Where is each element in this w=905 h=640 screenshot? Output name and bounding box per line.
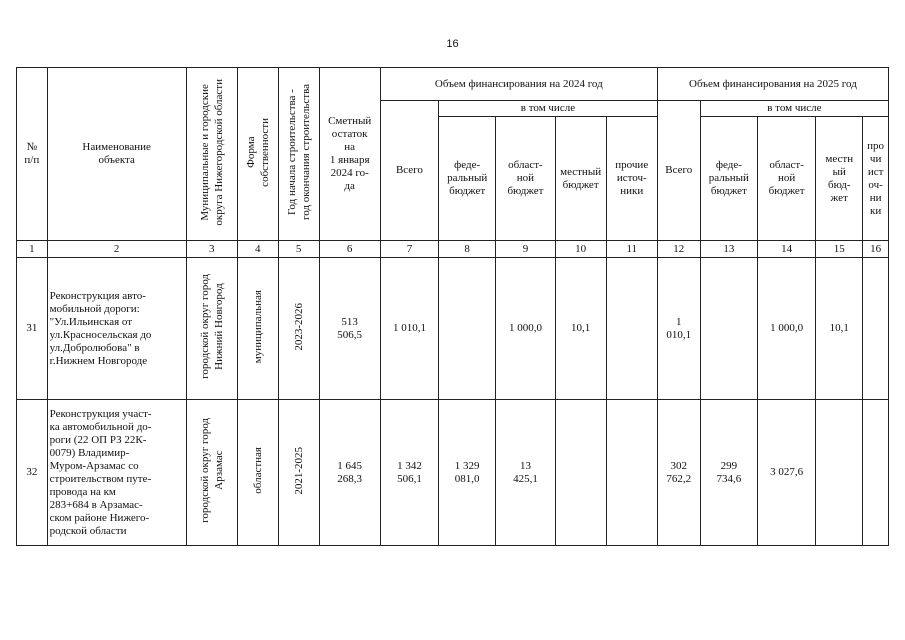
oth-2024	[606, 400, 657, 546]
total-2025: 1 010,1	[657, 258, 700, 400]
column-number: 16	[863, 241, 889, 258]
fed-2025	[700, 258, 757, 400]
municipality: городской округ город Арзамас	[186, 400, 237, 546]
column-number: 6	[319, 241, 380, 258]
header-total-2024: Всего	[380, 101, 438, 241]
loc-2025	[816, 400, 863, 546]
page-number: 16	[446, 38, 459, 50]
column-number: 2	[47, 241, 186, 258]
object-name: Реконструкция участ- ка автомобильной до- роги (22 ОП РЗ 22К- 0079) Владимир- Муром-Арзамас со строительством путе- провода на км 283+684 в Арзамас- ском районе Нижего- родской области	[47, 400, 186, 546]
table-row	[17, 258, 889, 400]
header-fed-2025: феде- ральный бюджет	[700, 117, 757, 241]
object-name: Реконструкция авто- мобильной дороги: "Ул.Ильинская от ул.Красносельская до ул.Добролюбова" в г.Нижнем Новгороде	[47, 258, 186, 400]
column-number: 14	[757, 241, 815, 258]
header-reg-2025: област- ной бюджет	[757, 117, 815, 241]
loc-2024	[555, 400, 606, 546]
fed-2024	[439, 258, 496, 400]
column-number-row	[17, 241, 889, 258]
column-number: 4	[237, 241, 278, 258]
financing-table	[16, 67, 889, 546]
header-loc-2025: местн ый бюд- жет	[816, 117, 863, 241]
reg-2024: 13 425,1	[496, 400, 555, 546]
column-number: 1	[17, 241, 48, 258]
row-num: 31	[17, 258, 48, 400]
header-ownership: Форма собственности	[237, 68, 278, 241]
header-reg-2024: област- ной бюджет	[496, 117, 555, 241]
header-estimate: Сметный остаток на 1 января 2024 го- да	[319, 68, 380, 241]
fed-2025: 299 734,6	[700, 400, 757, 546]
header-municipality: Муниципальные и городские округа Нижегородской области	[186, 68, 237, 241]
reg-2025: 3 027,6	[757, 400, 815, 546]
oth-2025	[863, 400, 889, 546]
column-number: 12	[657, 241, 700, 258]
header-fin-2024: Объем финансирования на 2024 год	[380, 68, 657, 101]
ownership: областная	[237, 400, 278, 546]
column-number: 5	[278, 241, 319, 258]
column-number: 11	[606, 241, 657, 258]
header-num: № п/п	[17, 68, 48, 241]
column-number: 9	[496, 241, 555, 258]
reg-2025: 1 000,0	[757, 258, 815, 400]
header-fed-2024: феде- ральный бюджет	[439, 117, 496, 241]
oth-2024	[606, 258, 657, 400]
column-number: 10	[555, 241, 606, 258]
oth-2025	[863, 258, 889, 400]
column-number: 7	[380, 241, 438, 258]
header-row-1	[17, 68, 889, 101]
column-number: 8	[439, 241, 496, 258]
row-num: 32	[17, 400, 48, 546]
column-number: 3	[186, 241, 237, 258]
years: 2023-2026	[278, 258, 319, 400]
column-number: 13	[700, 241, 757, 258]
header-incl-2024: в том числе	[439, 101, 658, 117]
header-loc-2024: местный бюджет	[555, 117, 606, 241]
loc-2025: 10,1	[816, 258, 863, 400]
estimate: 513 506,5	[319, 258, 380, 400]
table-row	[17, 400, 889, 546]
loc-2024: 10,1	[555, 258, 606, 400]
ownership: муниципальная	[237, 258, 278, 400]
header-fin-2025: Объем финансирования на 2025 год	[657, 68, 888, 101]
header-oth-2024: прочие источ- ники	[606, 117, 657, 241]
reg-2024: 1 000,0	[496, 258, 555, 400]
header-oth-2025: про чи ист оч- ни ки	[863, 117, 889, 241]
total-2024: 1 342 506,1	[380, 400, 438, 546]
years: 2021-2025	[278, 400, 319, 546]
header-incl-2025: в том числе	[700, 101, 888, 117]
header-total-2025: Всего	[657, 101, 700, 241]
fed-2024: 1 329 081,0	[439, 400, 496, 546]
header-years: Год начала строительства - год окончания строительства	[278, 68, 319, 241]
column-number: 15	[816, 241, 863, 258]
total-2025: 302 762,2	[657, 400, 700, 546]
total-2024: 1 010,1	[380, 258, 438, 400]
header-name: Наименование объекта	[47, 68, 186, 241]
municipality: городской округ город Нижний Новгород	[186, 258, 237, 400]
estimate: 1 645 268,3	[319, 400, 380, 546]
